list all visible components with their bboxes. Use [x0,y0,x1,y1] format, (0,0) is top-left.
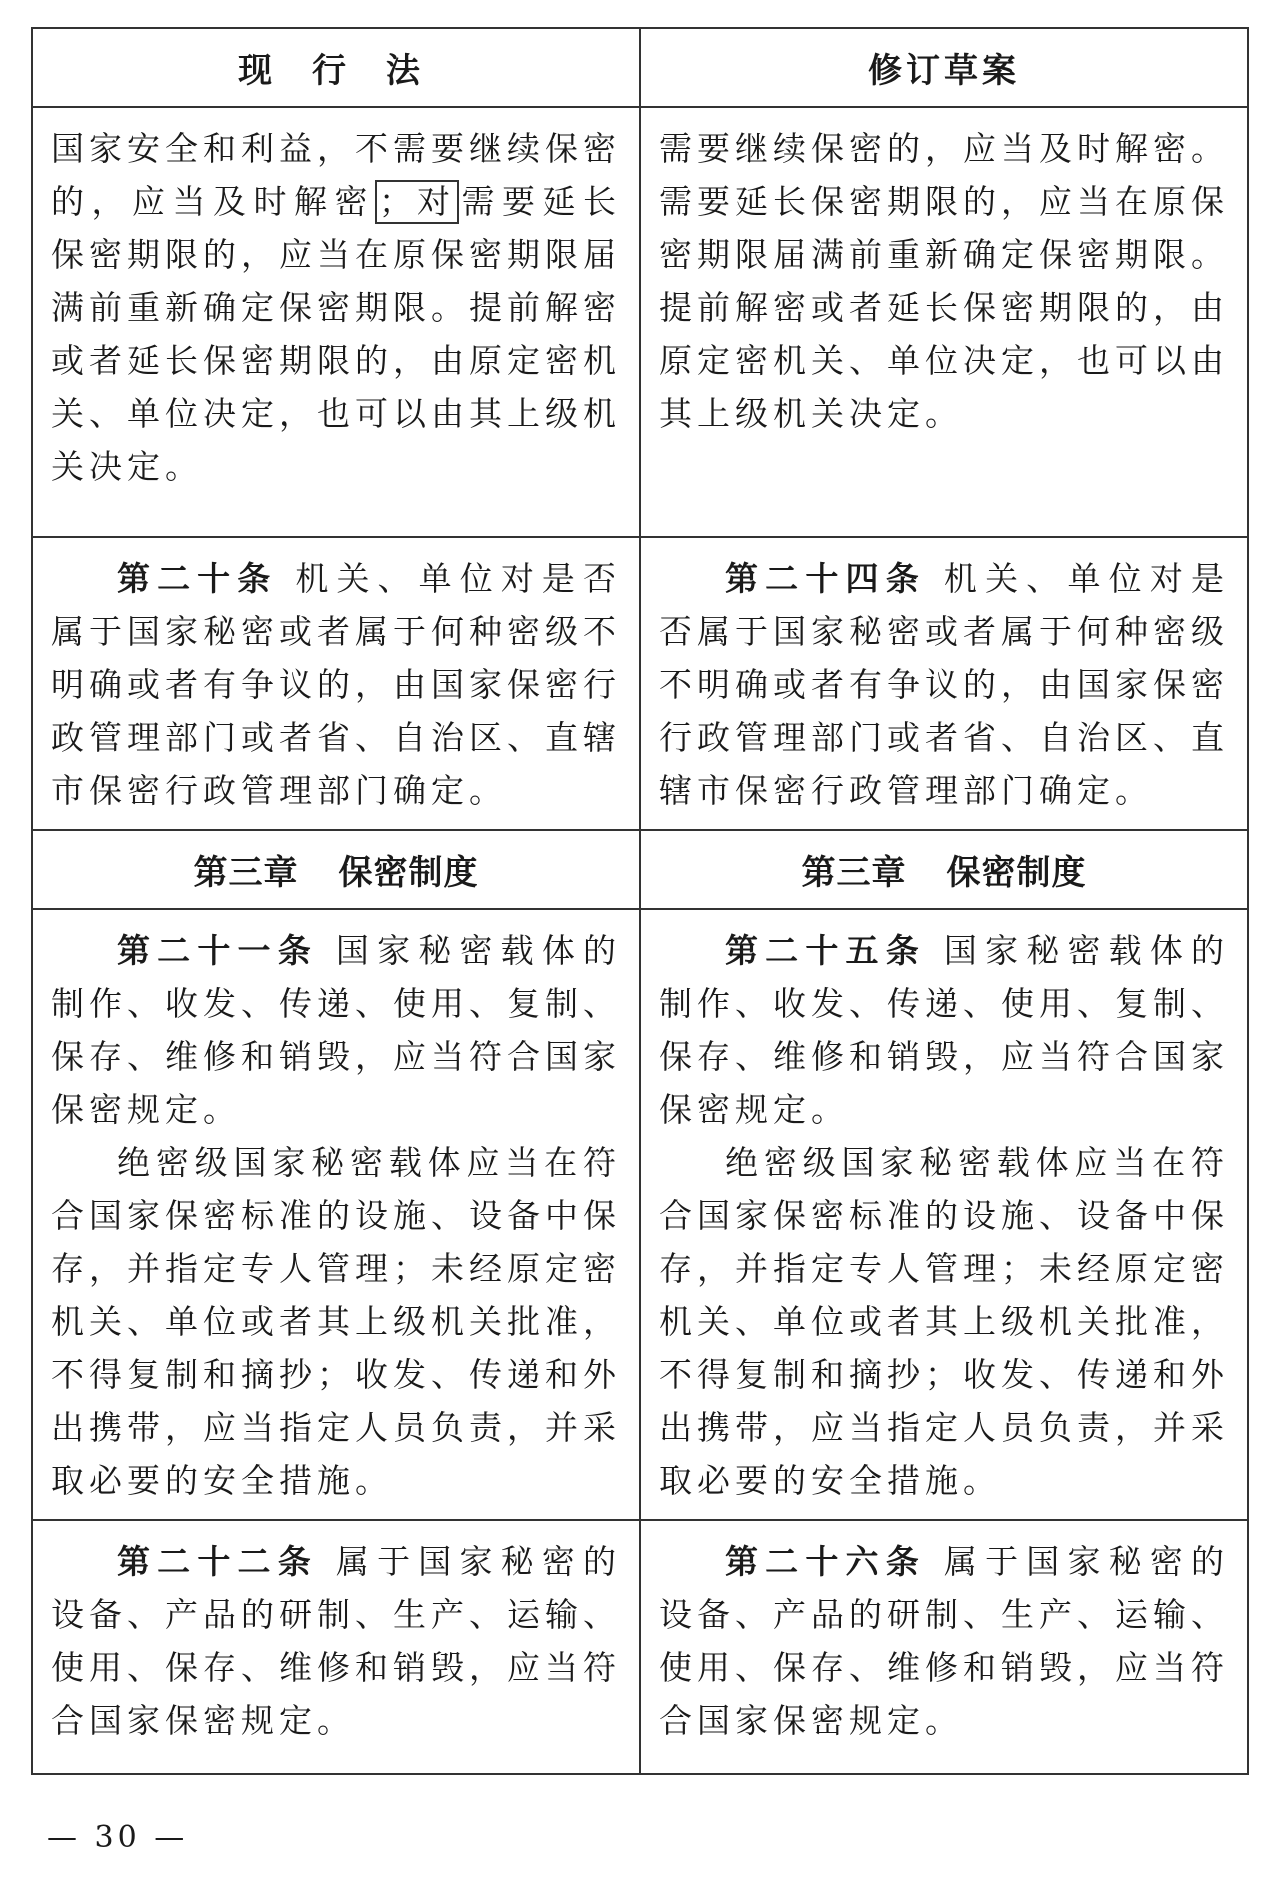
article-number: 第二十二条 [117,1542,318,1581]
article-paragraph [51,924,621,1136]
chapter-title: 保密制度 [946,853,1087,893]
article-text: 属于国家秘密的设备、产品的研制、生产、运输、使用、保存、维修和销毁，应当符合国家保密规定。 [659,1542,1230,1740]
current-law-cell [32,1520,640,1774]
comparison-table [31,27,1249,1775]
chapter-heading-right [640,830,1248,909]
article-paragraph [659,1535,1229,1747]
page-number: — 30 — [47,1820,189,1855]
article-paragraph [51,552,621,817]
article-paragraph-2: 绝密级国家秘密载体应当在符合国家保密标准的设施、设备中保存，并指定专人管理；未经原定密机关、单位或者其上级机关批准，不得复制和摘抄；收发、传递和外出携带，应当指定人员负责，并采取必要的安全措施。 [659,1143,1229,1500]
draft-paragraph: 需要继续保密的，应当及时解密。需要延长保密期限的，应当在原保密期限届满前重新确定保密期限。提前解密或者延长保密期限的，由原定密机关、单位决定，也可以由其上级机关决定。 [659,129,1229,433]
comparison-document [31,27,1247,1775]
chapter-heading-left [32,830,640,909]
article-paragraph [51,1535,621,1747]
chapter-title: 保密制度 [338,853,479,893]
paragraph-text: 国家安全和利益，不需要继续保密的，应当及时解密 [51,129,621,221]
article-paragraph [659,552,1229,817]
article-number: 第二十六条 [725,1542,926,1581]
current-law-header: 现 行 法 [32,28,640,107]
article-number: 第二十五条 [725,931,926,970]
article-text: 国家秘密载体的制作、收发、传递、使用、复制、保存、维修和销毁，应当符合国家保密规定。 [51,931,622,1129]
article-number: 第二十四条 [725,559,926,598]
current-law-cell [32,909,640,1520]
article-row-continuation [32,107,1248,537]
article-paragraph [659,924,1229,1136]
draft-amendment-header: 修订草案 [640,28,1248,107]
draft-amendment-cell [640,107,1248,537]
article-number: 第二十条 [117,559,278,598]
current-law-cell [32,537,640,830]
article-paragraph-2: 绝密级国家秘密载体应当在符合国家保密标准的设施、设备中保存，并指定专人管理；未经原定密机关、单位或者其上级机关批准，不得复制和摘抄；收发、传递和外出携带，应当指定人员负责，并采取必要的安全措施。 [51,1143,621,1500]
draft-amendment-cell [640,537,1248,830]
chapter-row [32,830,1248,909]
paragraph-text: 需要延长保密期限的，应当在原保密期限届满前重新确定保密期限。提前解密或者延长保密期限的，由原定密机关、单位决定，也可以由其上级机关决定。 [51,182,621,486]
chapter-number: 第三章 [801,853,907,893]
article-row-22 [32,1520,1248,1774]
article-row-20 [32,537,1248,830]
draft-amendment-cell [640,1520,1248,1774]
article-text: 机关、单位对是否属于国家秘密或者属于何种密级不明确或者有争议的，由国家保密行政管理部门或者省、自治区、直辖市保密行政管理部门确定。 [51,559,622,810]
article-text: 属于国家秘密的设备、产品的研制、生产、运输、使用、保存、维修和销毁，应当符合国家保密规定。 [51,1542,622,1740]
draft-amendment-cell [640,909,1248,1520]
header-row [32,28,1248,107]
chapter-number: 第三章 [193,853,299,893]
article-row-21 [32,909,1248,1520]
highlighted-deletion: ；对 [375,180,459,224]
article-number: 第二十一条 [117,931,318,970]
article-text: 国家秘密载体的制作、收发、传递、使用、复制、保存、维修和销毁，应当符合国家保密规定。 [659,931,1230,1129]
current-law-paragraph [51,122,621,493]
article-text: 机关、单位对是否属于国家秘密或者属于何种密级不明确或者有争议的，由国家保密行政管理部门或者省、自治区、直辖市保密行政管理部门确定。 [659,559,1230,810]
current-law-cell [32,107,640,537]
